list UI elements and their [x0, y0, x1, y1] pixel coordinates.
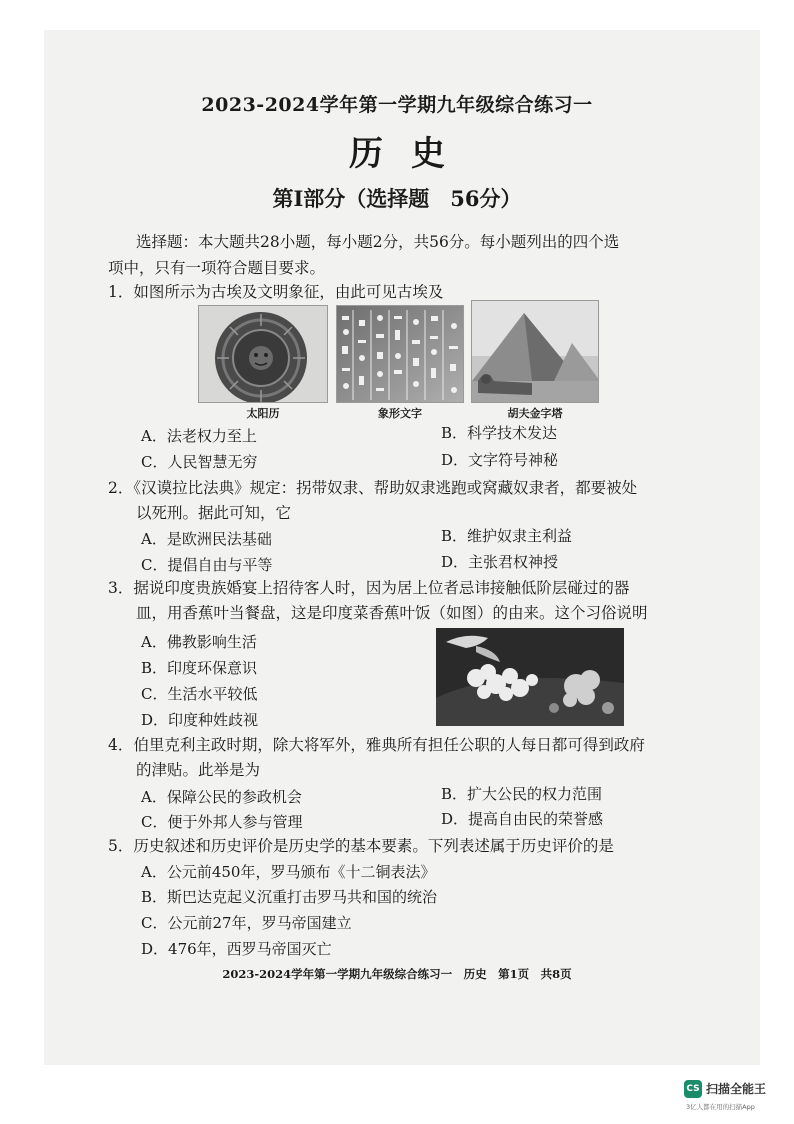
pyramid-sphinx-icon — [472, 301, 599, 403]
q5-stem: 5．历史叙述和历史评价是历史学的基本要素。下列表述属于历史评价的是 — [108, 837, 614, 855]
q1-caption-2: 象形文字 — [378, 407, 422, 420]
q4-option-d: D．提高自由民的荣誉感 — [441, 810, 604, 828]
q3-option-a: A．佛教影响生活 — [141, 633, 257, 651]
q2-stem-line-1: 2．《汉谟拉比法典》规定：拐带奴隶、帮助奴隶逃跑或窝藏奴隶者，都要被处 — [108, 479, 638, 497]
q1-image-hieroglyphs — [336, 305, 464, 403]
q5-option-b: B．斯巴达克起义沉重打击罗马共和国的统治 — [141, 888, 438, 906]
camscanner-logo-icon: CS — [684, 1080, 702, 1098]
q1-image-sun-calendar — [198, 305, 328, 403]
q1-option-c: C．人民智慧无穷 — [141, 453, 258, 471]
q2-option-a: A．是欧洲民法基础 — [141, 530, 272, 548]
q2-option-b: B．维护奴隶主利益 — [441, 527, 573, 545]
q5-option-c: C．公元前27年，罗马帝国建立 — [141, 914, 352, 932]
q2-stem-line-2: 以死刑。据此可知，它 — [136, 504, 292, 522]
instructions-line-2: 项中，只有一项符合题目要求。 — [108, 259, 326, 277]
q4-option-b: B．扩大公民的权力范围 — [441, 785, 603, 803]
q1-image-pyramid — [471, 300, 599, 403]
q1-option-d: D．文字符号神秘 — [441, 451, 559, 469]
q3-stem-line-1: 3．据说印度贵族婚宴上招待客人时，因为居上位者忌讳接触低阶层碰过的器 — [108, 579, 630, 597]
q5-option-a: A．公元前450年，罗马颁布《十二铜表法》 — [141, 863, 436, 881]
banana-leaf-rice-icon — [436, 628, 624, 726]
q3-image-banana-leaf-rice — [436, 628, 624, 726]
q1-caption-3: 胡夫金字塔 — [507, 407, 563, 420]
q3-option-b: B．印度环保意识 — [141, 659, 258, 677]
q2-option-c: C．提倡自由与平等 — [141, 556, 273, 574]
exam-title: 2023-2024学年第一学期九年级综合练习一 — [201, 94, 593, 116]
q4-option-a: A．保障公民的参政机会 — [141, 788, 302, 806]
q4-stem-line-2: 的津贴。此举是为 — [136, 761, 261, 779]
section-title: 第I部分（选择题 56分） — [272, 186, 522, 211]
q3-option-d: D．印度种姓歧视 — [141, 711, 259, 729]
camscanner-subtitle: 3亿人都在用的扫描App — [686, 1103, 755, 1111]
hieroglyph-tablet-icon — [337, 306, 464, 403]
sun-calendar-stone-icon — [199, 306, 328, 403]
q3-stem-line-2: 皿，用香蕉叶当餐盘，这是印度菜香蕉叶饭（如图）的由来。这个习俗说明 — [136, 604, 648, 622]
instructions-line-1: 选择题：本大题共28小题，每小题2分，共56分。每小题列出的四个选 — [136, 233, 620, 251]
q1-option-a: A．法老权力至上 — [141, 427, 257, 445]
q1-stem: 1．如图所示为古埃及文明象征，由此可见古埃及 — [108, 283, 444, 301]
camscanner-name: 扫描全能王 — [706, 1082, 767, 1096]
q4-stem-line-1: 4．伯里克利主政时期，除大将军外，雅典所有担任公职的人每日都可得到政府 — [108, 736, 645, 754]
q5-option-d: D．476年，西罗马帝国灭亡 — [141, 940, 332, 958]
page-footer: 2023-2024学年第一学期九年级综合练习一 历史 第1页 共8页 — [222, 967, 572, 981]
q1-caption-1: 太阳历 — [246, 407, 280, 420]
q2-option-d: D．主张君权神授 — [441, 553, 559, 571]
subject-title: 历史 — [349, 134, 473, 174]
q1-option-b: B．科学技术发达 — [441, 424, 558, 442]
q3-option-c: C．生活水平较低 — [141, 685, 258, 703]
q4-option-c: C．便于外邦人参与管理 — [141, 813, 303, 831]
